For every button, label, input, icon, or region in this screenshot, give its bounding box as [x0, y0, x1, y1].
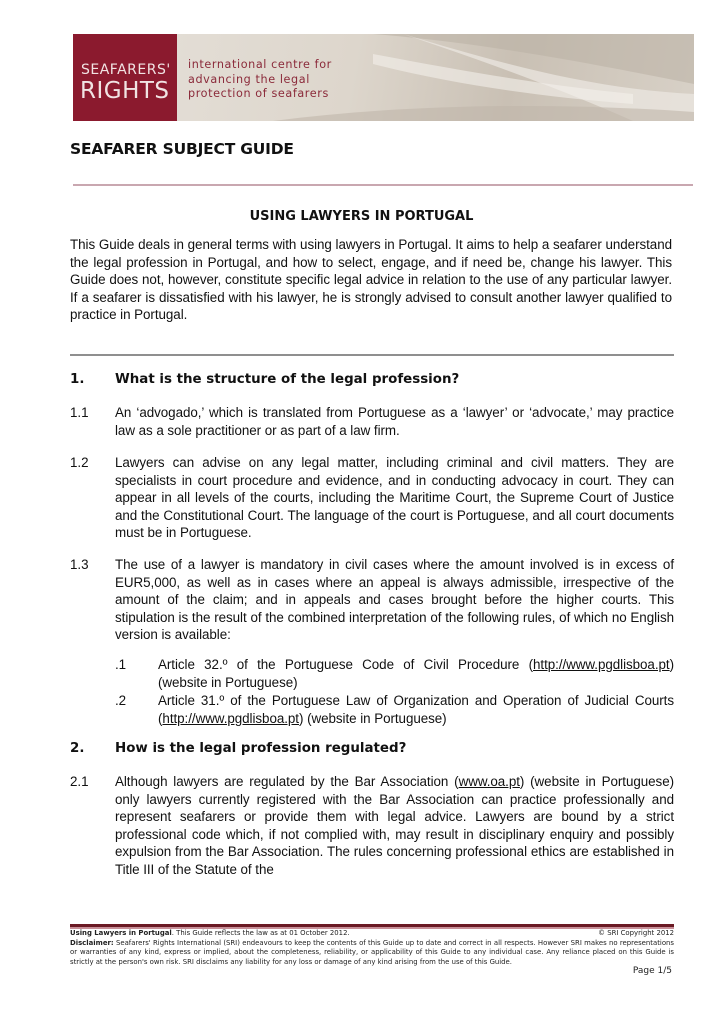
paragraph-text-part: Although lawyers are regulated by the Bar Association ( [115, 774, 459, 789]
tagline-line: international centre for [188, 58, 332, 71]
subitem-text [158, 692, 674, 727]
paragraph-1-3 [70, 556, 674, 644]
pgdlisboa-link[interactable]: http://www.pgdlisboa.pt [533, 657, 670, 672]
subitem-text-part: Article 32.º of the Portuguese Code of Civil Procedure ( [158, 657, 534, 672]
footer-law-date: . This Guide reflects the law as at 01 October 2012. [171, 929, 350, 937]
disclaimer [70, 939, 674, 968]
section-title: What is the structure of the legal profession? [115, 372, 460, 387]
tagline-line: advancing the legal [188, 72, 310, 86]
header-banner [73, 34, 694, 121]
intro-divider [70, 354, 674, 356]
banner-tagline [188, 58, 332, 102]
paragraph-text: Lawyers can advise on any legal matter, including criminal and civil matters. They are specialists in court procedure and evidence, and in conducting advocacy in court. They can appear in all levels of the courts, including the Maritime Court, the Supreme Court of Justice and the Constitutional Court. The language of the court is Portuguese, and all court documents must be in Portuguese. [115, 455, 674, 540]
subitem-2 [115, 692, 674, 727]
disclaimer-text: Seafarers' Rights International (SRI) endeavours to keep the contents of this Guide up to date and correct in all respects. However SRI makes no representations or warranties of any kind, express or implied, about the completeness, reliability, or applicability of this Guide to any individual case. Any reliance placed on this Guide is strictly at the person's own risk. SRI disclaims any liability for any loss or damage of any kind arising from the use of this Guide. [70, 938, 674, 966]
subitem-number: .2 [115, 693, 127, 708]
tagline-line: protection of seafarers [188, 87, 329, 100]
section-number: 1. [70, 372, 85, 387]
footer [70, 929, 674, 967]
paragraph-number: 1.3 [70, 557, 89, 572]
paragraph-2-1 [70, 773, 674, 878]
subitem-text-part: ) (website in Portuguese) [298, 710, 447, 726]
logo-text-seafarers: SEAFARERS' [81, 62, 171, 78]
section-number: 2. [70, 741, 85, 756]
paragraph-text: The use of a lawyer is mandatory in civil cases where the amount involved is in excess of EUR5,000, as well as in cases where an appeal is always admissible, irrespective of the amount of the claim; and in appeals and cases brought before the higher courts. This stipulation is the result of the combined interpretation of the following rules, of which no English version is available: [115, 557, 674, 642]
header-divider [73, 184, 693, 186]
seafarers-rights-logo [73, 34, 177, 121]
section-title: How is the legal profession regulated? [115, 741, 407, 756]
copyright-notice: © SRI Copyright 2012 [598, 929, 674, 937]
paragraph-number: 1.1 [70, 405, 89, 420]
subitem-text-part: ) (website in Portuguese) [158, 657, 674, 690]
paragraph-text: An ‘advogado,’ which is translated from Portuguese as a ‘lawyer’ or ‘advocate,’ may practice law as a sole practitioner or as part of a law firm. [115, 405, 674, 438]
disclaimer-label: Disclaimer: [70, 938, 114, 947]
paragraph-number: 2.1 [70, 774, 89, 789]
guide-title: SEAFARER SUBJECT GUIDE [70, 140, 294, 158]
subitem-text-part: Article 31.º of the Portuguese Law of Organization and Operation of Judicial Courts ( [158, 693, 674, 726]
subitem-text [158, 656, 674, 691]
bar-association-link[interactable]: www.oa.pt [458, 774, 520, 789]
paragraph-text-part: ) (website in Portuguese) only lawyers currently registered with the Bar Association can practice professionally and represent seafarers or provide them with legal advice. Lawyers are bound by a strict professional code which, if not complied with, may result in disciplinary enquiry and possibly expulsion from the Bar Association. The rules concerning professional ethics are established in Title III of the Statute of the [115, 774, 675, 877]
subitem-number: .1 [115, 657, 127, 672]
paragraph-text [115, 773, 674, 878]
intro-paragraph: This Guide deals in general terms with using lawyers in Portugal. It aims to help a seafarer understand the legal profession in Portugal, and how to select, engage, and if need be, change his lawyer. This Guide does not, however, constitute specific legal advice in relation to the use of any particular lawyer. If a seafarer is dissatisfied with his lawyer, he is strongly advised to consult another lawyer qualified to practice in Portugal. [70, 237, 672, 322]
footer-line [70, 929, 674, 939]
paragraph-number: 1.2 [70, 455, 89, 470]
pgdlisboa-link[interactable]: http://www.pgdlisboa.pt [162, 710, 299, 726]
logo-text-rights: RIGHTS [80, 78, 170, 104]
paragraph-1-2 [70, 454, 674, 542]
page-number: Page 1/5 [632, 966, 672, 976]
paragraph-1-1 [70, 404, 674, 439]
footer-doc-name: Using Lawyers in Portugal [70, 929, 172, 937]
document-title: USING LAWYERS IN PORTUGAL [249, 209, 474, 224]
subitem-1 [115, 656, 674, 691]
